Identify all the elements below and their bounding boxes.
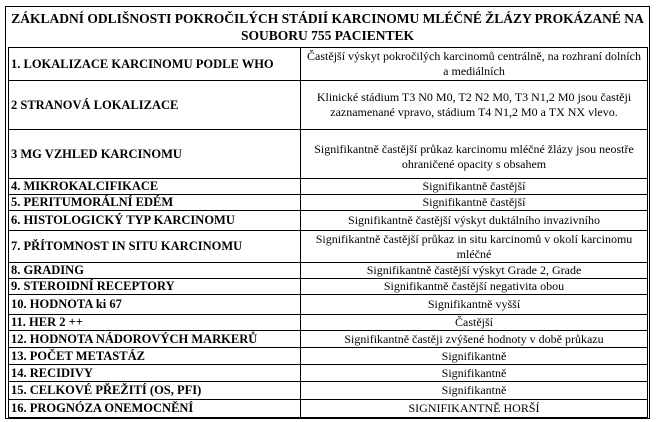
row-label: 3 MG VZHLED KARCINOMU xyxy=(9,130,301,179)
table-row xyxy=(9,279,648,295)
row-label: 10. HODNOTA ki 67 xyxy=(9,295,301,315)
row-label: 7. PŘÍTOMNOST IN SITU KARCINOMU xyxy=(9,231,301,263)
table-row xyxy=(9,263,648,279)
row-value: Častější xyxy=(301,315,648,331)
row-label: 5. PERITUMORÁLNÍ EDÉM xyxy=(9,195,301,211)
table-row xyxy=(9,48,648,81)
row-value: Signifikantně častější negativita obou xyxy=(301,279,648,295)
row-value: Signifikantně častější výskyt Grade 2, Grade xyxy=(301,263,648,279)
table-row xyxy=(9,231,648,263)
row-label: 14. RECIDIVY xyxy=(9,365,301,382)
table-row xyxy=(9,211,648,231)
row-value: Signifikantně xyxy=(301,365,648,382)
table-row xyxy=(9,195,648,211)
table-row xyxy=(9,295,648,315)
row-value: SIGNIFIKANTNĚ HORŠÍ xyxy=(301,400,648,418)
row-value: Signifikantně xyxy=(301,382,648,400)
row-value: Klinické stádium T3 N0 M0, T2 N2 M0, T3 N1,2 M0 jsou častěji zaznamenané vpravo, stádium T4 N1,2 M0 a TX NX vlevo. xyxy=(301,81,648,130)
table-row xyxy=(9,331,648,348)
row-label: 4. MIKROKALCIFIKACE xyxy=(9,179,301,195)
row-label: 15. CELKOVÉ PŘEŽITÍ (OS, PFI) xyxy=(9,382,301,400)
row-value: Signifikantně častěji zvýšené hodnoty v době průkazu xyxy=(301,331,648,348)
table-row xyxy=(9,130,648,179)
row-value: Signifikantně xyxy=(301,348,648,365)
row-label: 12. HODNOTA NÁDOROVÝCH MARKERŮ xyxy=(9,331,301,348)
table-row xyxy=(9,365,648,382)
row-value: Častější výskyt pokročilých karcinomů centrálně, na rozhraní dolních a mediálních xyxy=(301,48,648,81)
row-label: 1. LOKALIZACE KARCINOMU PODLE WHO xyxy=(9,48,301,81)
row-value: Signifikantně častější xyxy=(301,179,648,195)
row-value: Signifikantně vyšší xyxy=(301,295,648,315)
table-row xyxy=(9,348,648,365)
table-row xyxy=(9,81,648,130)
row-label: 8. GRADING xyxy=(9,263,301,279)
row-label: 9. STEROIDNÍ RECEPTORY xyxy=(9,279,301,295)
row-label: 11. HER 2 ++ xyxy=(9,315,301,331)
row-label: 6. HISTOLOGICKÝ TYP KARCINOMU xyxy=(9,211,301,231)
table-row xyxy=(9,315,648,331)
row-label: 13. POČET METASTÁZ xyxy=(9,348,301,365)
row-value: Signifikantně častější xyxy=(301,195,648,211)
row-label: 16. PROGNÓZA ONEMOCNĚNÍ xyxy=(9,400,301,418)
row-value: Signifikantně častější průkaz in situ karcinomů v okolí karcinomu mléčné xyxy=(301,231,648,263)
table-title: ZÁKLADNÍ ODLIŠNOSTI POKROČILÝCH STÁDIÍ KARCINOMU MLÉČNÉ ŽLÁZY PROKÁZANÉ NA SOUBORU 755 PACIENTEK xyxy=(11,11,644,43)
row-value: Signifikantně častější průkaz karcinomu mléčné žlázy jsou neostře ohraničené opacity s obsahem xyxy=(314,142,634,171)
findings-table xyxy=(8,47,648,418)
table-row xyxy=(9,382,648,400)
row-label: 2 STRANOVÁ LOKALIZACE xyxy=(9,81,301,130)
row-value: Signifikantně častější výskyt duktálního invazivního xyxy=(301,211,648,231)
table-row xyxy=(9,179,648,195)
table-row xyxy=(9,400,648,418)
